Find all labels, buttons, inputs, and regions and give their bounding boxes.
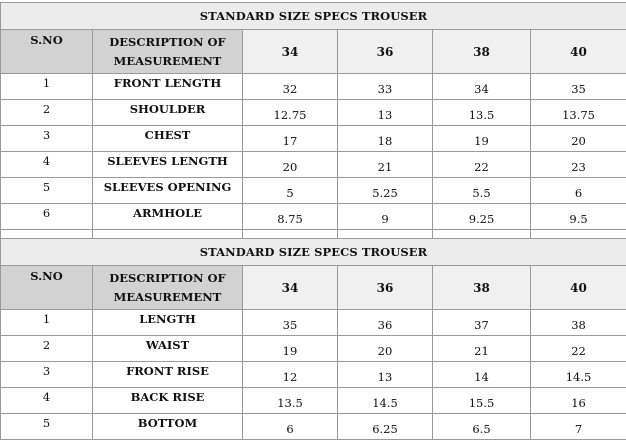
row-value: 12 [243, 362, 338, 388]
row-value: 34 [433, 74, 531, 100]
row-value: 18 [338, 126, 433, 152]
spec-table-bottom [0, 238, 626, 440]
row-measurement-name: BACK RISE [93, 388, 243, 414]
row-value: 15.5 [433, 388, 531, 414]
header-size-40: 40 [531, 30, 626, 74]
row-value: 20 [243, 152, 338, 178]
table-row [1, 152, 626, 178]
row-value: 9.5 [531, 204, 626, 230]
row-measurement-name: SLEEVES LENGTH [93, 152, 243, 178]
table-row [1, 126, 626, 152]
row-value: 8.75 [243, 204, 338, 230]
row-value: 6 [243, 414, 338, 440]
spec-table-top [0, 2, 626, 259]
row-value: 36 [338, 310, 433, 336]
row-value: 9 [338, 204, 433, 230]
row-measurement-name: FRONT RISE [93, 362, 243, 388]
header-sno: S.NO [1, 30, 93, 74]
row-sno: 1 [1, 310, 93, 336]
row-measurement-name: CHEST [93, 126, 243, 152]
row-value: 14 [433, 362, 531, 388]
row-sno: 2 [1, 100, 93, 126]
row-measurement-name: ARMHOLE [93, 204, 243, 230]
row-value: 9.25 [433, 204, 531, 230]
row-value: 13.5 [243, 388, 338, 414]
row-value: 12.75 [243, 100, 338, 126]
row-value: 35 [531, 74, 626, 100]
row-value: 6.25 [338, 414, 433, 440]
row-value: 6 [531, 178, 626, 204]
row-value: 13 [338, 362, 433, 388]
table-row [1, 178, 626, 204]
table-row [1, 362, 626, 388]
header-size-36: 36 [338, 30, 433, 74]
row-value: 5.5 [433, 178, 531, 204]
header-size-34: 34 [243, 266, 338, 310]
row-value: 38 [531, 310, 626, 336]
row-value: 19 [433, 126, 531, 152]
row-measurement-name: FRONT LENGTH [93, 74, 243, 100]
table-row [1, 100, 626, 126]
row-sno: 3 [1, 126, 93, 152]
row-sno: 5 [1, 414, 93, 440]
row-sno: 4 [1, 388, 93, 414]
table-row [1, 310, 626, 336]
header-description [93, 266, 243, 310]
row-value: 17 [243, 126, 338, 152]
row-value: 20 [338, 336, 433, 362]
header-size-34: 34 [243, 30, 338, 74]
row-sno: 4 [1, 152, 93, 178]
row-sno: 3 [1, 362, 93, 388]
row-value: 13 [338, 100, 433, 126]
row-value: 22 [531, 336, 626, 362]
row-measurement-name: SLEEVES OPENING [93, 178, 243, 204]
row-sno: 2 [1, 336, 93, 362]
row-value: 16 [531, 388, 626, 414]
table-title: STANDARD SIZE SPECS TROUSER [1, 3, 626, 30]
header-size-36: 36 [338, 266, 433, 310]
table-title: STANDARD SIZE SPECS TROUSER [1, 239, 626, 266]
header-sno: S.NO [1, 266, 93, 310]
table-row [1, 204, 626, 230]
row-value: 6.5 [433, 414, 531, 440]
row-value: 13.75 [531, 100, 626, 126]
row-measurement-name: BOTTOM [93, 414, 243, 440]
row-value: 7 [531, 414, 626, 440]
header-size-40: 40 [531, 266, 626, 310]
row-measurement-name: WAIST [93, 336, 243, 362]
row-value: 33 [338, 74, 433, 100]
row-value: 35 [243, 310, 338, 336]
row-sno: 1 [1, 74, 93, 100]
row-value: 22 [433, 152, 531, 178]
row-value: 5.25 [338, 178, 433, 204]
row-value: 23 [531, 152, 626, 178]
header-description-line1: DESCRIPTION OF [109, 271, 225, 285]
row-sno: 6 [1, 204, 93, 230]
row-value: 21 [338, 152, 433, 178]
row-sno: 5 [1, 178, 93, 204]
table-row [1, 74, 626, 100]
row-value: 37 [433, 310, 531, 336]
row-value: 21 [433, 336, 531, 362]
header-description-line1: DESCRIPTION OF [109, 35, 225, 49]
row-value: 5 [243, 178, 338, 204]
row-value: 32 [243, 74, 338, 100]
header-description [93, 30, 243, 74]
header-size-38: 38 [433, 30, 531, 74]
header-size-38: 38 [433, 266, 531, 310]
header-description-line2: MEASUREMENT [114, 54, 222, 68]
header-description-line2: MEASUREMENT [114, 290, 222, 304]
row-value: 13.5 [433, 100, 531, 126]
row-measurement-name: LENGTH [93, 310, 243, 336]
row-value: 14.5 [531, 362, 626, 388]
row-measurement-name: SHOULDER [93, 100, 243, 126]
row-value: 20 [531, 126, 626, 152]
table-row [1, 336, 626, 362]
table-row [1, 388, 626, 414]
row-value: 14.5 [338, 388, 433, 414]
row-value: 19 [243, 336, 338, 362]
